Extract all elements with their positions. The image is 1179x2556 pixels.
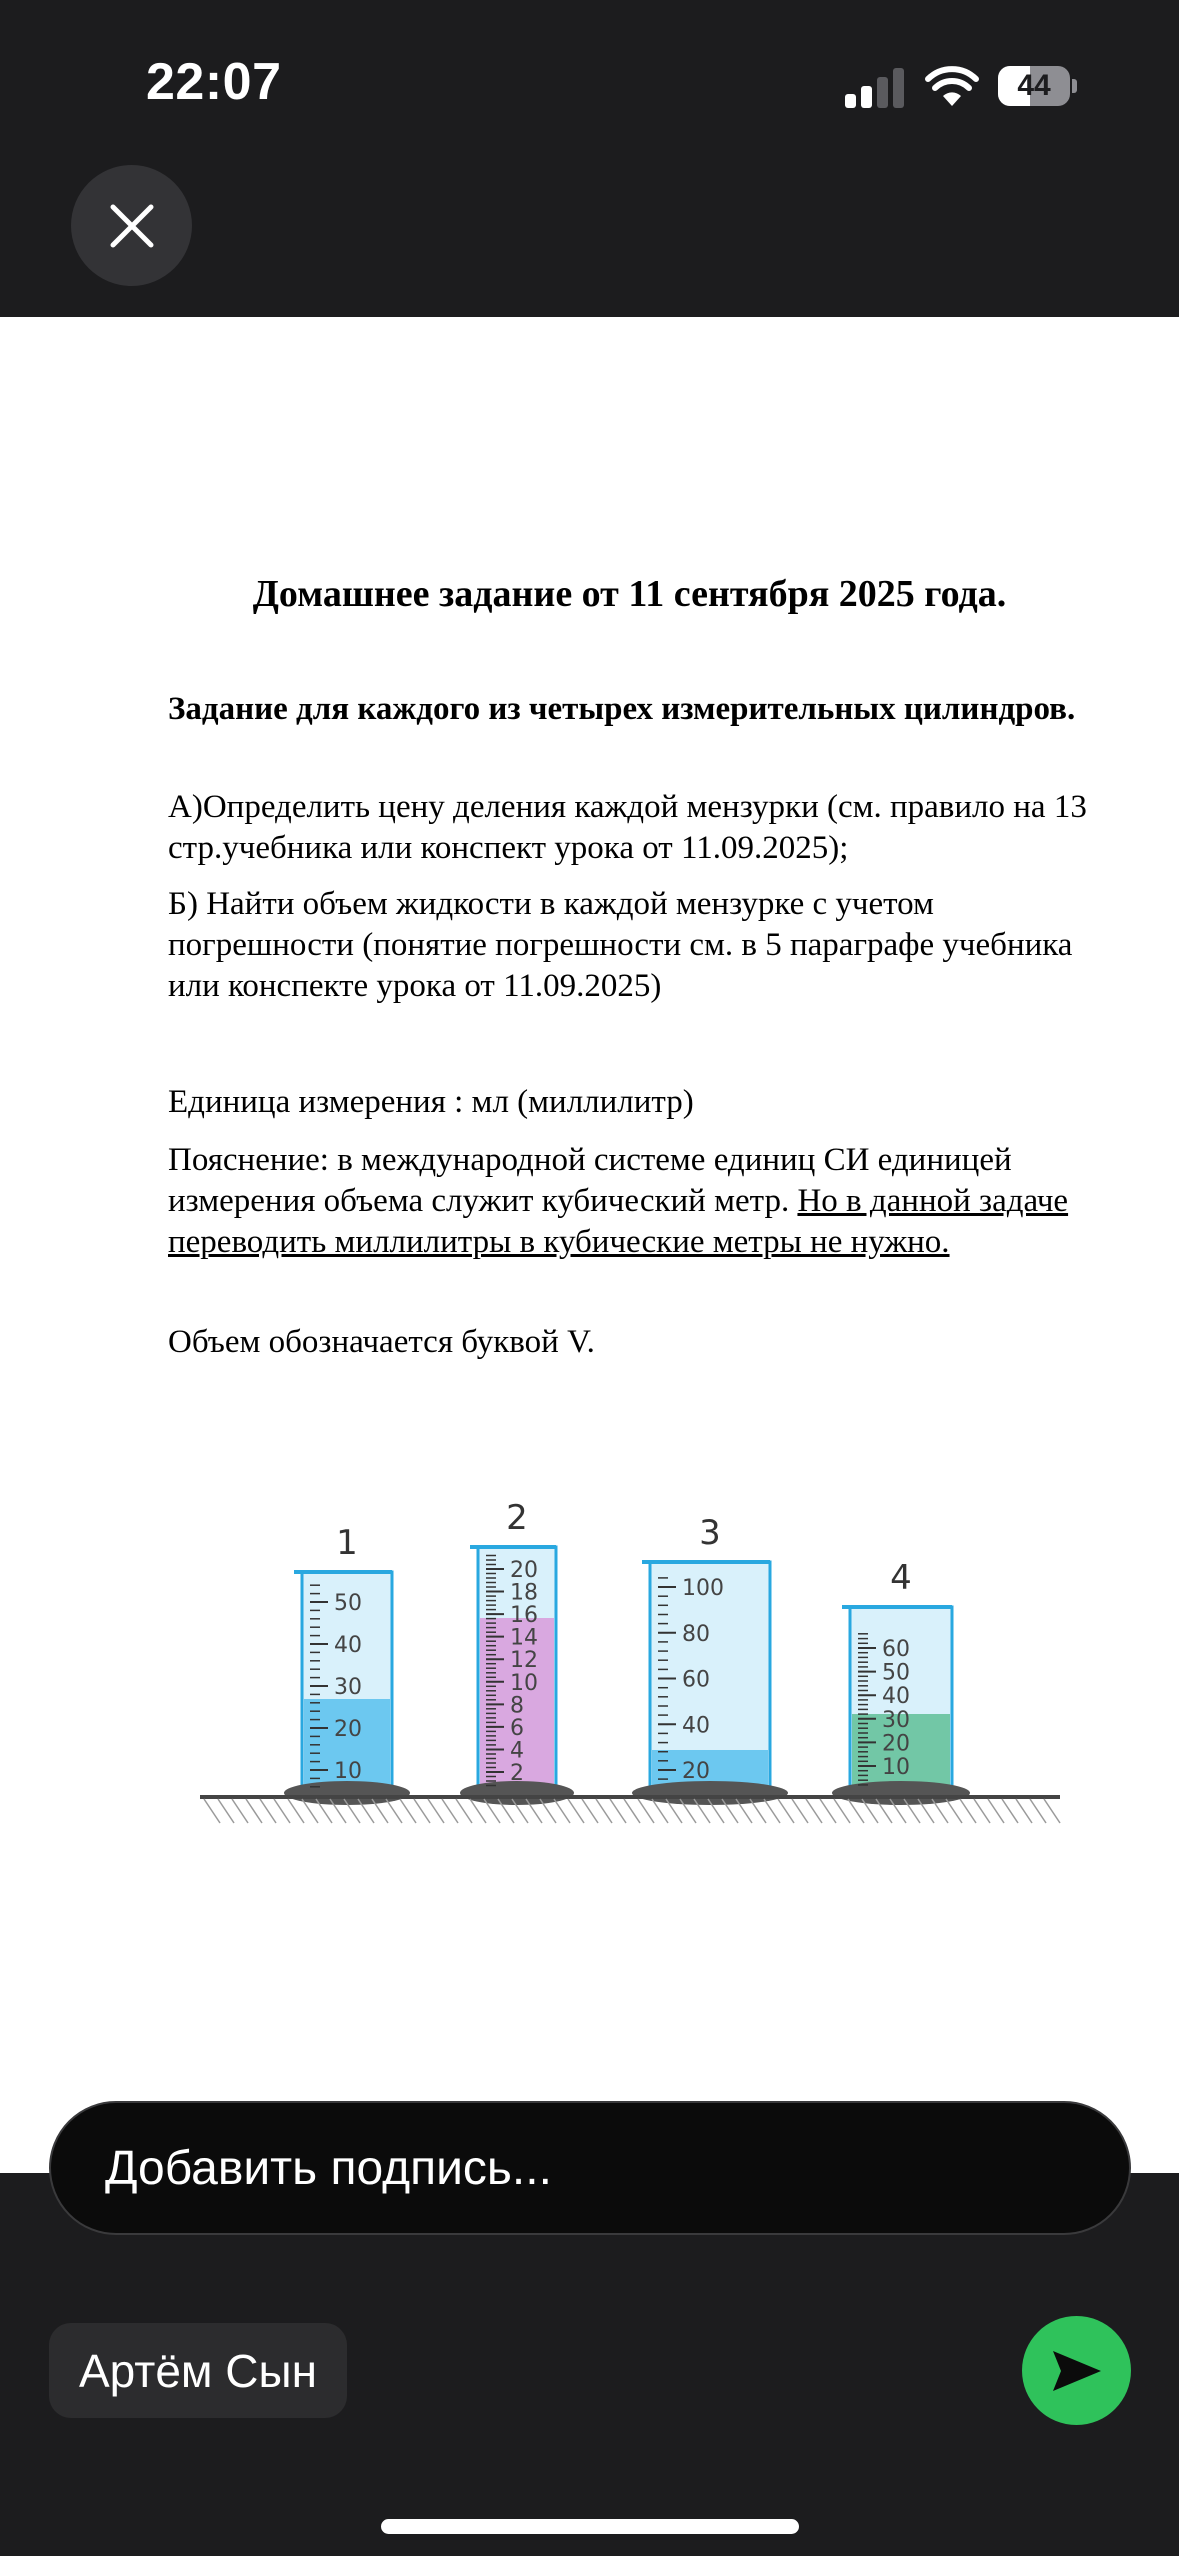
recipient-chip[interactable]: Артём Сын: [49, 2323, 347, 2418]
ground-hatch: [1030, 1799, 1046, 1823]
caption-field[interactable]: [49, 2101, 1131, 2235]
ground-hatch: [960, 1799, 976, 1823]
ground-hatch: [792, 1799, 808, 1823]
ground-hatch: [428, 1799, 444, 1823]
ground-hatch: [204, 1799, 220, 1823]
cylinder-2-tick-label: 2: [510, 1761, 524, 1786]
cylinder-3-tick-label: 20: [682, 1759, 710, 1784]
task-heading: Задание для каждого из четырех измерительных цилиндров.: [168, 691, 1076, 727]
cylinder-4-tick-label: 50: [882, 1660, 910, 1686]
cylinder-4-base: [832, 1781, 970, 1805]
task-a: А)Определить цену деления каждой мензурки (см. правило на 13 стр.учебника или конспект урока от 11.09.2025);: [168, 789, 1087, 866]
battery-level: 44: [1017, 69, 1051, 102]
ground-hatch: [274, 1799, 290, 1823]
cylinder-4-tick-label: 60: [882, 1637, 910, 1662]
ground-hatch: [554, 1799, 570, 1823]
cylinder-1-tick-label: 10: [334, 1759, 362, 1784]
ground-hatch: [974, 1799, 990, 1823]
cylinder-2-tick-label: 20: [510, 1558, 538, 1583]
ground-hatch: [400, 1799, 416, 1823]
cylinder-4-tick-label: 40: [882, 1684, 910, 1710]
ground-hatch: [288, 1799, 304, 1823]
ground-hatch: [260, 1799, 276, 1823]
cylinder-1-tick-label: 50: [334, 1591, 362, 1616]
cylinder-3-tick-label: 100: [682, 1576, 724, 1601]
symbol-line: Объем обозначается буквой V.: [168, 1324, 595, 1360]
ground-hatch: [778, 1799, 794, 1823]
cylinder-3-tick-label: 80: [682, 1621, 710, 1647]
ground-hatch: [232, 1799, 248, 1823]
cylinder-4-tick-label: 10: [882, 1755, 910, 1780]
cylinder-2-tick-label: 4: [510, 1738, 524, 1764]
ground-hatch: [764, 1799, 780, 1823]
cylinder-3-tick-label: 60: [682, 1667, 710, 1693]
ground-hatch: [218, 1799, 234, 1823]
cellular-signal-icon: [845, 68, 905, 108]
cylinder-3-number: 3: [699, 1513, 721, 1553]
ground-hatch: [750, 1799, 766, 1823]
cylinder-2-tick-label: 12: [510, 1648, 538, 1674]
explanation: [168, 1140, 1088, 1263]
ground-hatch: [624, 1799, 640, 1823]
ground-hatch: [456, 1799, 472, 1823]
cylinder-1-tick-label: 40: [334, 1633, 362, 1658]
wifi-icon: [925, 64, 979, 108]
cylinder-1-tick-label: 20: [334, 1717, 362, 1742]
cylinder-1-number: 1: [336, 1523, 358, 1563]
ground-hatch: [638, 1799, 654, 1823]
ground-hatch: [246, 1799, 262, 1823]
cylinder-4-number: 4: [890, 1558, 912, 1598]
caption-input[interactable]: [105, 2141, 1085, 2196]
ground-hatch: [834, 1799, 850, 1823]
ground-hatch: [596, 1799, 612, 1823]
ground-hatch: [988, 1799, 1004, 1823]
cylinder-2-tick-label: 18: [510, 1580, 538, 1606]
send-button[interactable]: [1022, 2316, 1131, 2425]
unit-line: Единица измерения : мл (миллилитр): [168, 1084, 694, 1120]
explanation-underlined: Но в данной задаче переводить миллилитры в кубические метры не нужно.: [168, 1183, 1069, 1260]
cylinder-4-tick-label: 20: [882, 1731, 910, 1757]
send-icon: [1049, 2347, 1105, 2395]
ground-hatch: [946, 1799, 962, 1823]
task-b: Б) Найти объем жидкости в каждой мензурке с учетом погрешности (понятие погрешности см. в 5 параграфе учебника или конспекте урока от 11.09.2025): [168, 886, 1073, 1004]
ground-hatch: [610, 1799, 626, 1823]
ground-hatch: [1044, 1799, 1060, 1823]
ground-hatch: [1002, 1799, 1018, 1823]
ground-hatch: [568, 1799, 584, 1823]
cylinder-2-number: 2: [506, 1498, 528, 1538]
close-button[interactable]: [71, 165, 192, 286]
cylinder-2-tick-label: 10: [510, 1670, 538, 1696]
home-indicator[interactable]: [381, 2519, 799, 2534]
status-bar: [0, 0, 1179, 175]
document-title: Домашнее задание от 11 сентября 2025 года.: [252, 573, 1007, 615]
measuring-cylinders-figure: [190, 1452, 1070, 1837]
explanation-text: Пояснение: в международной системе единиц СИ единицей измерения объема служит кубический метр.: [168, 1142, 1012, 1219]
ground-hatch: [414, 1799, 430, 1823]
ground-hatch: [386, 1799, 402, 1823]
cylinder-4-tick-label: 30: [882, 1707, 910, 1733]
close-icon: [109, 203, 155, 249]
ground-hatch: [806, 1799, 822, 1823]
ground-hatch: [820, 1799, 836, 1823]
ground-hatch: [1016, 1799, 1032, 1823]
ground-hatch: [442, 1799, 458, 1823]
cylinder-2-tick-label: 14: [510, 1625, 538, 1651]
cylinder-2-tick-label: 16: [510, 1603, 538, 1629]
battery-icon: [998, 66, 1076, 106]
cylinder-1-tick-label: 30: [334, 1675, 362, 1700]
ground-hatch: [582, 1799, 598, 1823]
status-time: 22:07: [146, 53, 282, 111]
cylinder-2-tick-label: 8: [510, 1693, 524, 1719]
document-image: [0, 317, 1179, 2173]
cylinder-3-tick-label: 40: [682, 1713, 710, 1739]
cylinder-2-tick-label: 6: [510, 1715, 524, 1741]
